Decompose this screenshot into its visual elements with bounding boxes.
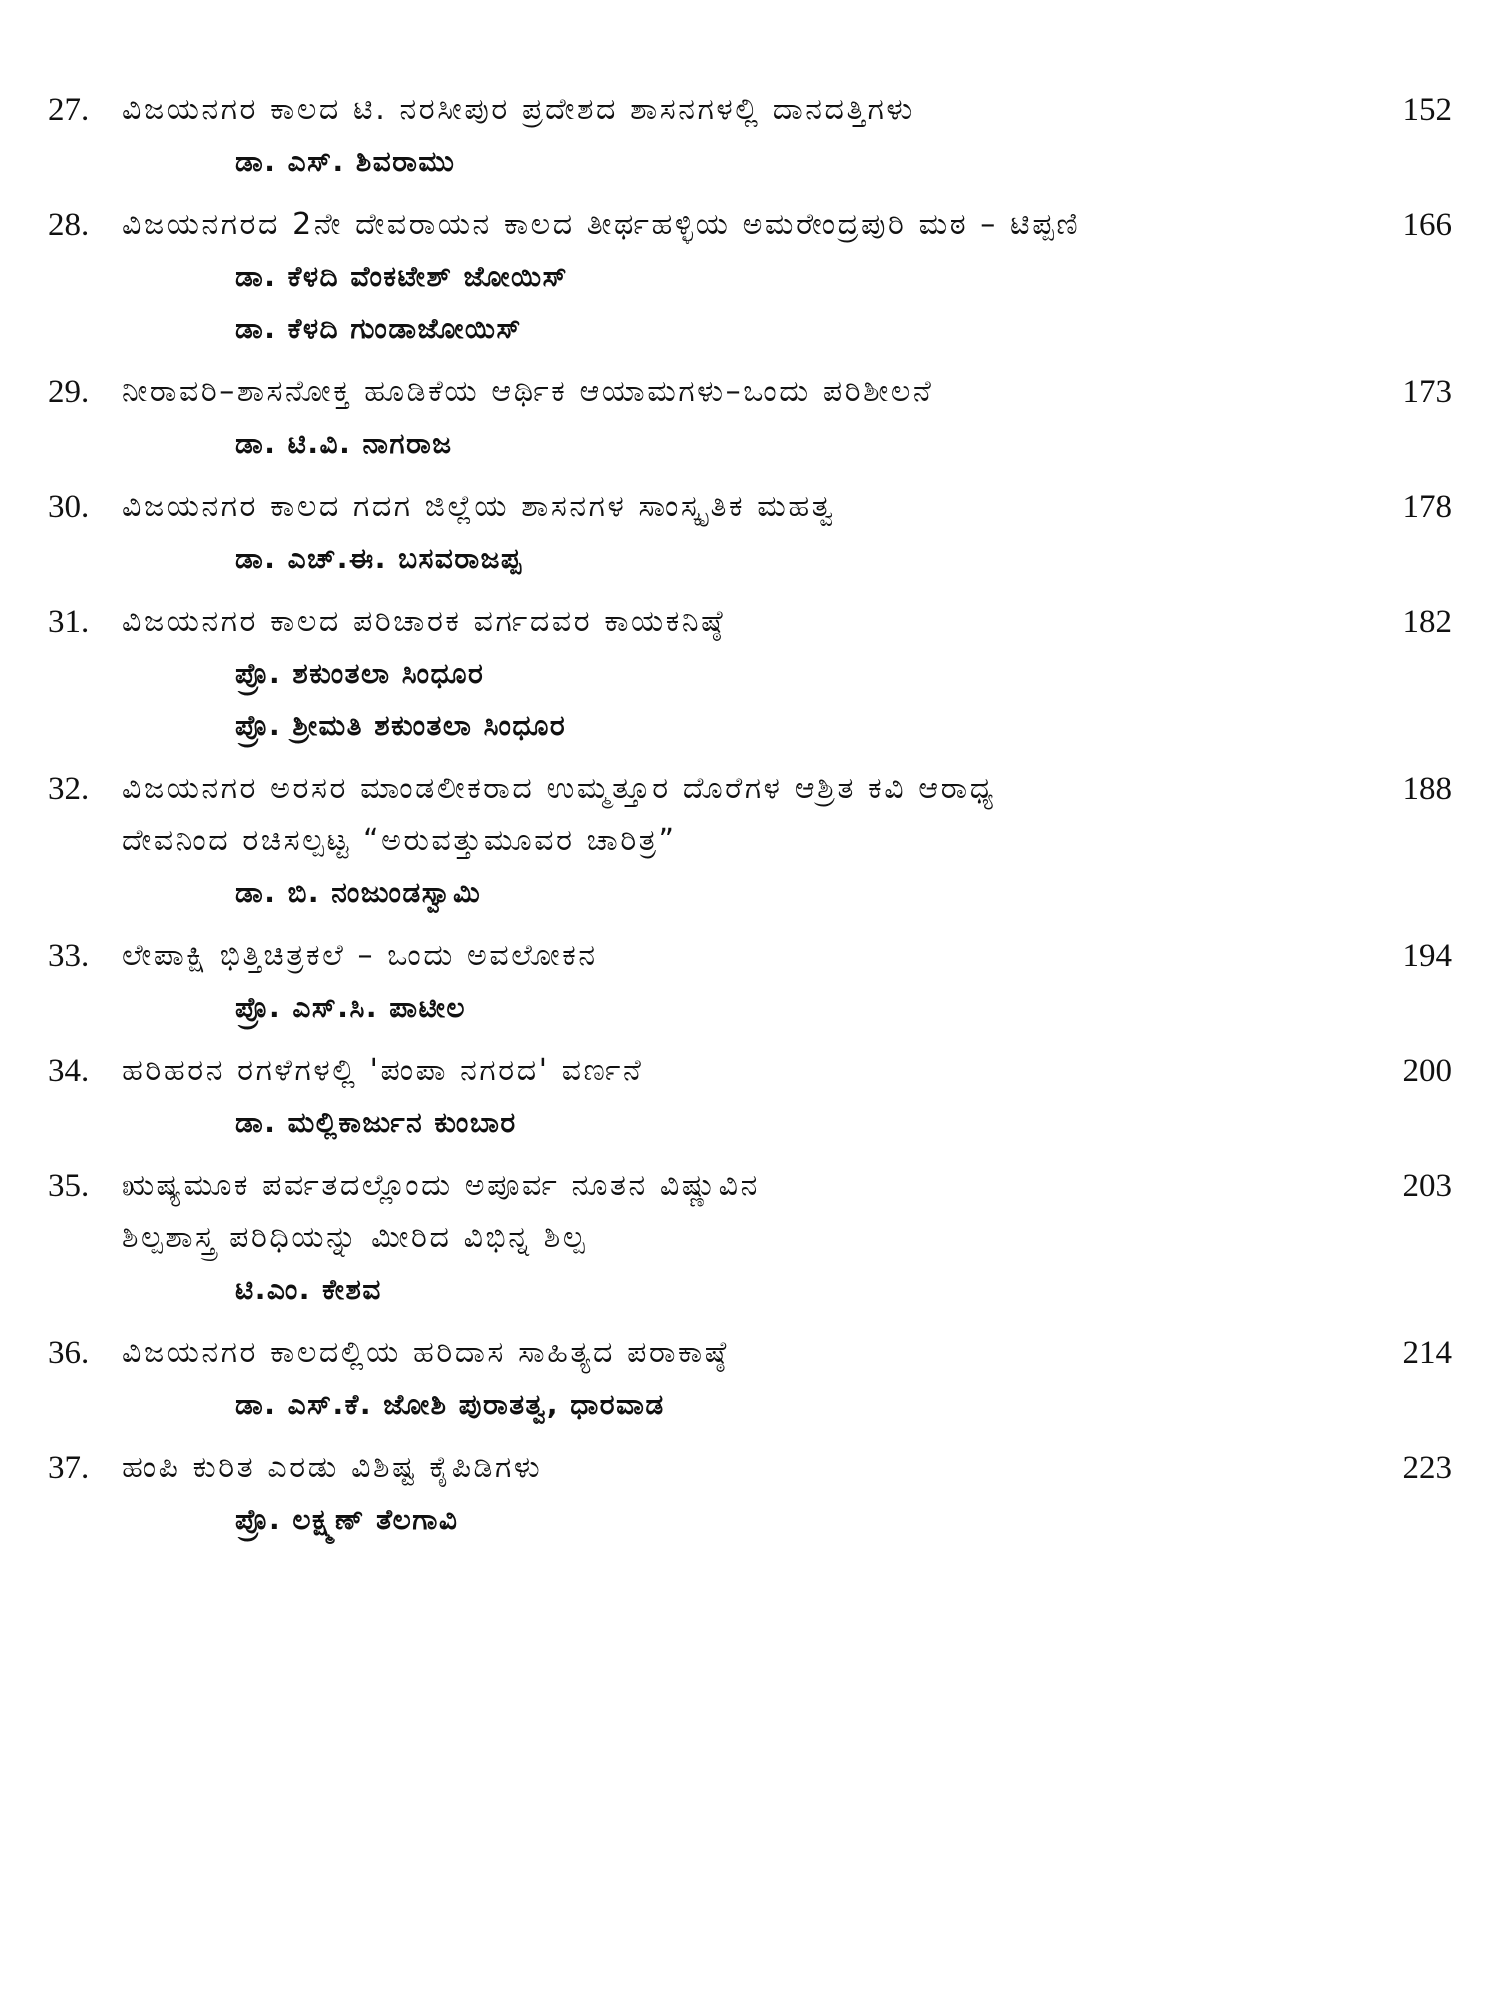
entry-title-line: ವಿಜಯನಗರ ಕಾಲದ ಗದಗ ಜಿಲ್ಲೆಯ ಶಾಸನಗಳ ಸಾಂಸ್ಕೃತಿಕ ಮಹತ್ವ <box>122 489 836 524</box>
entry-page-number: 182 <box>1402 604 1452 640</box>
entry-page-number: 203 <box>1402 1168 1452 1204</box>
entry-title-line: ವಿಜಯನಗರ ಕಾಲದ ಟಿ. ನರಸೀಪುರ ಪ್ರದೇಶದ ಶಾಸನಗಳಲ್ಲಿ ದಾನದತ್ತಿಗಳು <box>122 92 915 127</box>
entry-title-line: ವಿಜಯನಗರದ 2ನೇ ದೇವರಾಯನ ಕಾಲದ ತೀರ್ಥಹಳ್ಳಿಯ ಅಮರೇಂದ್ರಪುರಿ ಮಠ – ಟಿಪ್ಪಣಿ <box>122 207 1081 242</box>
entry-number: 32. <box>48 771 90 807</box>
entry-number: 29. <box>48 374 90 410</box>
entry-page-number: 166 <box>1402 207 1452 243</box>
entry-title-line: ಹರಿಹರನ ರಗಳೆಗಳಲ್ಲಿ 'ಪಂಪಾ ನಗರದ' ವರ್ಣನೆ <box>122 1053 644 1088</box>
entry-page-number: 178 <box>1402 489 1452 525</box>
entry-number: 34. <box>48 1053 90 1089</box>
entry-author: ಡಾ. ಕೆಳದಿ ಗುಂಡಾಜೋಯಿಸ್ <box>235 312 522 345</box>
entry-page-number: 188 <box>1402 771 1452 807</box>
entry-author: ಡಾ. ಮಲ್ಲಿಕಾರ್ಜುನ ಕುಂಬಾರ <box>235 1106 517 1139</box>
entry-number: 36. <box>48 1335 90 1371</box>
entry-title-line: ವಿಜಯನಗರ ಅರಸರ ಮಾಂಡಲೀಕರಾದ ಉಮ್ಮತ್ತೂರ ದೊರೆಗಳ ಆಶ್ರಿತ ಕವಿ ಆರಾಧ್ಯ <box>122 771 996 806</box>
entry-author: ಡಾ. ಕೆಳದಿ ವೆಂಕಟೇಶ್ ಜೋಯಿಸ್ <box>235 260 569 293</box>
entry-number: 37. <box>48 1450 90 1486</box>
entry-title-line: ಹಂಪಿ ಕುರಿತ ಎರಡು ವಿಶಿಷ್ಟ ಕೈಪಿಡಿಗಳು <box>122 1450 543 1485</box>
entry-page-number: 200 <box>1402 1053 1452 1089</box>
entry-number: 31. <box>48 604 90 640</box>
entry-author: ಡಾ. ಟಿ.ವಿ. ನಾಗರಾಜ <box>235 427 453 460</box>
entry-number: 35. <box>48 1168 90 1204</box>
entry-author: ಡಾ. ಬಿ. ನಂಜುಂಡಸ್ವಾಮಿ <box>235 876 482 909</box>
entry-title-line: ವಿಜಯನಗರ ಕಾಲದಲ್ಲಿಯ ಹರಿದಾಸ ಸಾಹಿತ್ಯದ ಪರಾಕಾಷ್ಠೆ <box>122 1335 729 1370</box>
entry-page-number: 173 <box>1402 374 1452 410</box>
entry-title-line: ದೇವನಿಂದ ರಚಿಸಲ್ಪಟ್ಟ “ಅರುವತ್ತುಮೂವರ ಚಾರಿತ್ರ” <box>122 823 677 858</box>
entry-author: ಡಾ. ಎಸ್. ಶಿವರಾಮು <box>235 145 456 178</box>
entry-title-line: ಋಷ್ಯಮೂಕ ಪರ್ವತದಲ್ಲೊಂದು ಅಪೂರ್ವ ನೂತನ ವಿಷ್ಣುವಿನ <box>122 1168 760 1203</box>
entry-title-line: ಶಿಲ್ಪಶಾಸ್ತ್ರ ಪರಿಧಿಯನ್ನು ಮೀರಿದ ವಿಭಿನ್ನ ಶಿಲ್ಪ <box>122 1220 588 1255</box>
entry-author: ಪ್ರೊ. ಶಕುಂತಲಾ ಸಿಂಧೂರ <box>235 657 485 690</box>
entry-number: 30. <box>48 489 90 525</box>
entry-author: ಡಾ. ಎಸ್.ಕೆ. ಜೋಶಿ ಪುರಾತತ್ವ, ಧಾರವಾಡ <box>235 1388 665 1421</box>
entry-page-number: 152 <box>1402 92 1452 128</box>
entry-number: 33. <box>48 938 90 974</box>
entry-number: 28. <box>48 207 90 243</box>
entry-page-number: 214 <box>1402 1335 1452 1371</box>
entry-page-number: 194 <box>1402 938 1452 974</box>
entry-author: ಟಿ.ಎಂ. ಕೇಶವ <box>235 1273 382 1306</box>
entry-author: ಪ್ರೊ. ಲಕ್ಷ್ಮಣ್ ತೆಲಗಾವಿ <box>235 1503 459 1536</box>
entry-author: ಪ್ರೊ. ಎಸ್.ಸಿ. ಪಾಟೀಲ <box>235 991 467 1024</box>
entry-title-line: ನೀರಾವರಿ–ಶಾಸನೋಕ್ತ ಹೂಡಿಕೆಯ ಆರ್ಥಿಕ ಆಯಾಮಗಳು–ಒಂದು ಪರಿಶೀಲನೆ <box>122 374 934 409</box>
entry-number: 27. <box>48 92 90 128</box>
entry-author: ಡಾ. ಎಚ್.ಈ. ಬಸವರಾಜಪ್ಪ <box>235 542 523 575</box>
entry-title-line: ವಿಜಯನಗರ ಕಾಲದ ಪರಿಚಾರಕ ವರ್ಗದವರ ಕಾಯಕನಿಷ್ಠೆ <box>122 604 726 639</box>
entry-author: ಪ್ರೊ. ಶ್ರೀಮತಿ ಶಕುಂತಲಾ ಸಿಂಧೂರ <box>235 709 567 742</box>
entry-page-number: 223 <box>1402 1450 1452 1486</box>
entry-title-line: ಲೇಪಾಕ್ಷಿ ಭಿತ್ತಿಚಿತ್ರಕಲೆ – ಒಂದು ಅವಲೋಕನ <box>122 938 598 973</box>
